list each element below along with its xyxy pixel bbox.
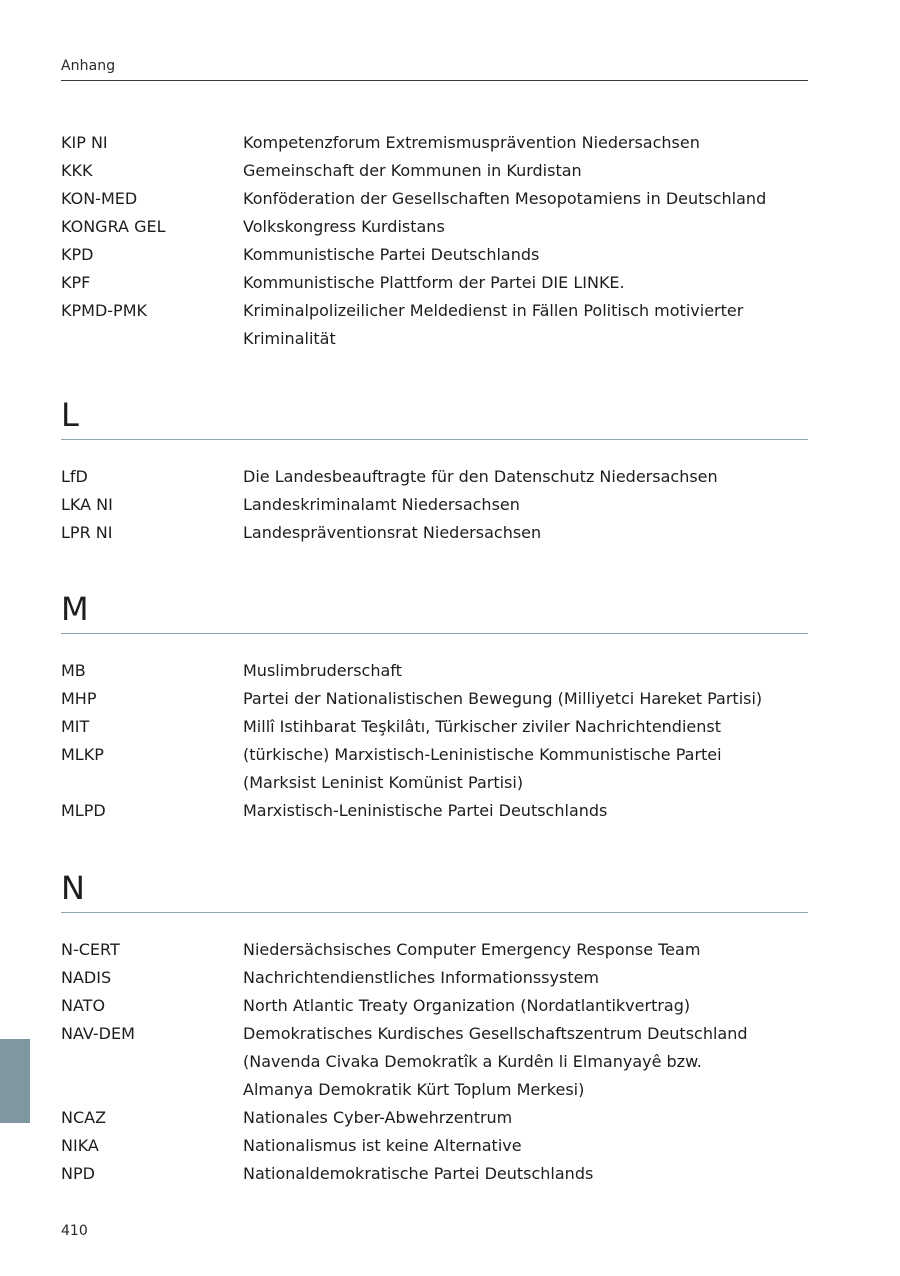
abbreviation: NADIS <box>61 968 112 987</box>
abbreviation: KPMD-PMK <box>61 301 147 320</box>
glossary-list <box>61 657 808 825</box>
definition-line: Kompetenzforum Extremismusprävention Niedersachsen <box>243 133 700 152</box>
definition-line: Nationalismus ist keine Alternative <box>243 1136 522 1155</box>
glossary-entry <box>61 741 808 797</box>
definition-line: Demokratisches Kurdisches Gesellschaftszentrum Deutschland <box>243 1024 748 1043</box>
glossary-entry <box>61 491 808 519</box>
definition-line: Muslimbruderschaft <box>243 661 402 680</box>
definition <box>243 519 808 547</box>
definition <box>243 685 808 713</box>
abbreviation: KKK <box>61 161 93 180</box>
definition <box>243 185 808 213</box>
abbreviation: KIP NI <box>61 133 108 152</box>
definition-line: Volkskongress Kurdistans <box>243 217 445 236</box>
definition-line: Nachrichtendienstliches Informationssystem <box>243 968 600 987</box>
definition-line: Partei der Nationalistischen Bewegung (Milliyetci Hareket Partisi) <box>243 689 763 708</box>
definition <box>243 657 808 685</box>
definition-line: Kommunistische Plattform der Partei DIE LINKE. <box>243 273 625 292</box>
glossary-entry <box>61 657 808 685</box>
abbreviation: MIT <box>61 717 90 736</box>
running-header: Anhang <box>61 58 116 74</box>
glossary-entry <box>61 463 808 491</box>
definition <box>243 491 808 519</box>
definition-line: Kriminalpolizeilicher Meldedienst in Fällen Politisch motivierter <box>243 301 744 320</box>
definition-line: Marxistisch-Leninistische Partei Deutschlands <box>243 801 608 820</box>
glossary-list <box>61 936 808 1188</box>
glossary-entry <box>61 269 808 297</box>
abbreviation: KPF <box>61 273 91 292</box>
definition <box>243 1020 808 1104</box>
glossary-entry <box>61 1160 808 1188</box>
abbreviation: NPD <box>61 1164 95 1183</box>
definition-line: Landespräventionsrat Niedersachsen <box>243 523 542 542</box>
glossary-entry <box>61 1104 808 1132</box>
abbreviation: N-CERT <box>61 940 120 959</box>
glossary-entry <box>61 936 808 964</box>
definition <box>243 1132 808 1160</box>
glossary-entry <box>61 241 808 269</box>
definition <box>243 936 808 964</box>
definition <box>243 241 808 269</box>
glossary-entry <box>61 297 808 353</box>
definition <box>243 213 808 241</box>
definition-line: (türkische) Marxistisch-Leninistische Kommunistische Partei <box>243 745 722 764</box>
definition-line: Gemeinschaft der Kommunen in Kurdistan <box>243 161 582 180</box>
definition-line: Nationaldemokratische Partei Deutschlands <box>243 1164 594 1183</box>
glossary-list <box>61 463 808 547</box>
header-rule <box>61 80 808 81</box>
definition <box>243 797 808 825</box>
abbreviation: NATO <box>61 996 106 1015</box>
glossary-entry <box>61 129 808 157</box>
definition <box>243 1160 808 1188</box>
abbreviation: MHP <box>61 689 97 708</box>
glossary-entry <box>61 992 808 1020</box>
abbreviation: KON-MED <box>61 189 138 208</box>
definition-line: Die Landesbeauftragte für den Datenschutz Niedersachsen <box>243 467 718 486</box>
page-number: 410 <box>61 1223 88 1239</box>
section-letter-m: M <box>61 590 89 628</box>
definition <box>243 463 808 491</box>
definition <box>243 741 808 797</box>
glossary-list <box>61 129 808 353</box>
glossary-entry <box>61 964 808 992</box>
definition <box>243 269 808 297</box>
abbreviation: MLKP <box>61 745 104 764</box>
glossary-entry <box>61 685 808 713</box>
definition-line: Landeskriminalamt Niedersachsen <box>243 495 520 514</box>
abbreviation: NAV-DEM <box>61 1024 135 1043</box>
abbreviation: MB <box>61 661 86 680</box>
abbreviation: LKA NI <box>61 495 113 514</box>
glossary-entry <box>61 519 808 547</box>
glossary-entry <box>61 713 808 741</box>
section-letter-l: L <box>61 396 79 434</box>
definition-line: (Navenda Civaka Demokratîk a Kurdên li Elmanyayê bzw. <box>243 1052 702 1071</box>
definition <box>243 1104 808 1132</box>
definition <box>243 297 808 353</box>
definition-line: North Atlantic Treaty Organization (Nordatlantikvertrag) <box>243 996 691 1015</box>
definition-line: Kommunistische Partei Deutschlands <box>243 245 540 264</box>
definition <box>243 964 808 992</box>
section-side-tab <box>0 1039 30 1123</box>
definition-line: Millî Istihbarat Teşkilâtı, Türkischer ziviler Nachrichtendienst <box>243 717 721 736</box>
abbreviation: LPR NI <box>61 523 113 542</box>
glossary-entry <box>61 1020 808 1104</box>
section-letter-n: N <box>61 869 85 907</box>
glossary-entry <box>61 185 808 213</box>
definition-line: Almanya Demokratik Kürt Toplum Merkesi) <box>243 1080 585 1099</box>
section-rule <box>61 439 808 440</box>
glossary-entry <box>61 213 808 241</box>
section-rule <box>61 633 808 634</box>
glossary-entry <box>61 157 808 185</box>
definition <box>243 992 808 1020</box>
definition <box>243 157 808 185</box>
definition-line: Niedersächsisches Computer Emergency Response Team <box>243 940 701 959</box>
definition-line: Nationales Cyber-Abwehrzentrum <box>243 1108 513 1127</box>
abbreviation: NCAZ <box>61 1108 107 1127</box>
definition-line: Konföderation der Gesellschaften Mesopotamiens in Deutschland <box>243 189 767 208</box>
abbreviation: KONGRA GEL <box>61 217 166 236</box>
definition-line: (Marksist Leninist Komünist Partisi) <box>243 773 524 792</box>
glossary-entry <box>61 797 808 825</box>
abbreviation: MLPD <box>61 801 106 820</box>
section-rule <box>61 912 808 913</box>
glossary-entry <box>61 1132 808 1160</box>
abbreviation: KPD <box>61 245 94 264</box>
abbreviation: LfD <box>61 467 88 486</box>
abbreviation: NIKA <box>61 1136 99 1155</box>
definition-line: Kriminalität <box>243 329 336 348</box>
definition <box>243 713 808 741</box>
definition <box>243 129 808 157</box>
